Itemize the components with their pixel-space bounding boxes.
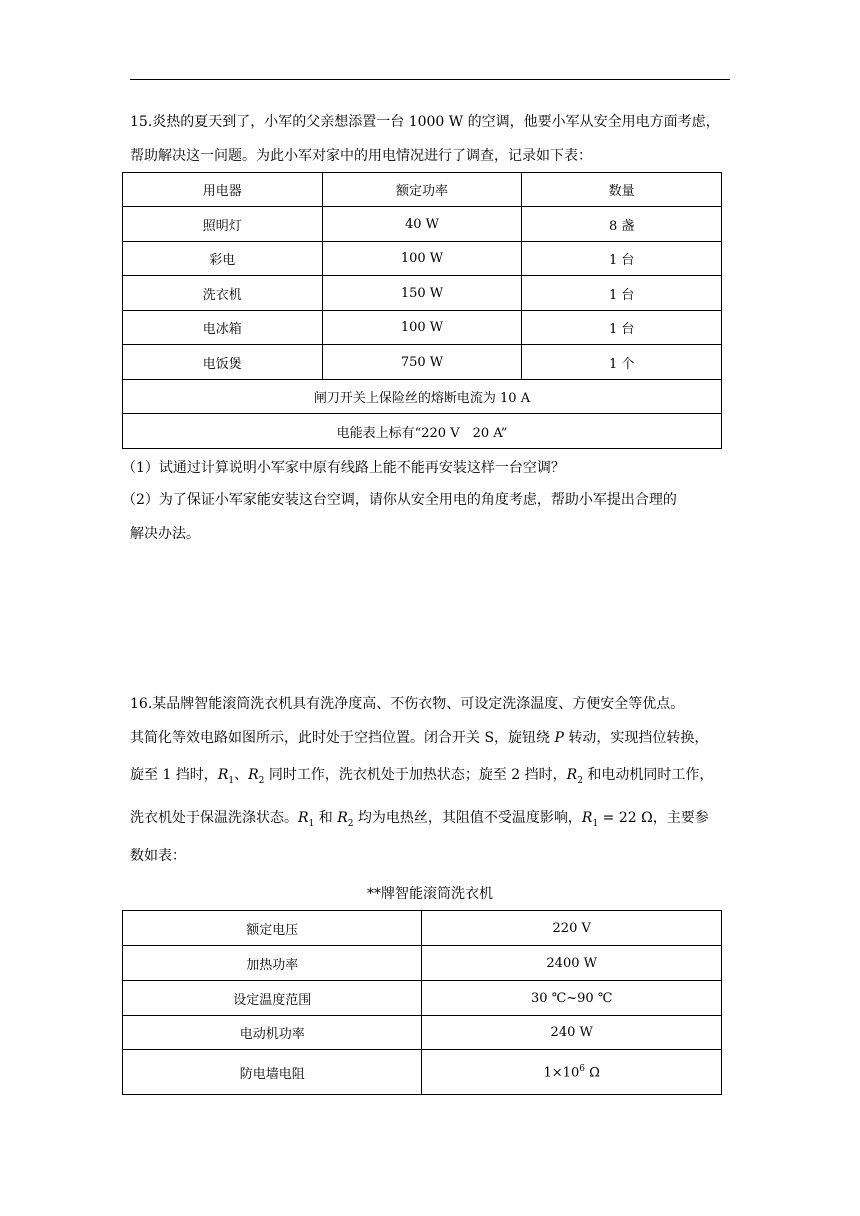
table-row (123, 276, 722, 311)
spec-label: 额定电压 (123, 911, 422, 946)
table-row (123, 911, 722, 946)
cell-appliance: 照明灯 (123, 207, 323, 242)
resistor-r2: $R_2$ (337, 810, 354, 829)
q15-intro-line2: 帮助解决这一问题。为此小军对家中的用电情况进行了调查，记录如下表： (130, 148, 592, 164)
cell-quantity: 8 盏 (522, 207, 722, 242)
header-rated-power: 额定功率 (322, 173, 522, 207)
table-footer-row (123, 414, 722, 449)
spec-value: $1\times 10^6$ Ω (422, 1050, 722, 1095)
cell-quantity: 1 台 (522, 311, 722, 345)
q15-intro-line1: 15.炎热的夏天到了，小军的父亲想添置一台 1000 W 的空调，他要小军从安全用电方面考虑， (130, 114, 720, 130)
cell-power: 100 W (322, 242, 522, 276)
resistor-r2: $R_2$ (566, 767, 583, 786)
cell-power: 100 W (322, 311, 522, 345)
table-row (123, 242, 722, 276)
resistor-r2: $R_2$ (248, 767, 265, 786)
table-footer-row (123, 380, 722, 414)
q16-spec-table (122, 910, 722, 1095)
cell-quantity: 1 台 (522, 276, 722, 311)
table-header-row (123, 173, 722, 207)
header-appliance: 用电器 (123, 173, 323, 207)
spec-value: 220 V (422, 911, 722, 946)
table-row (123, 311, 722, 345)
cell-appliance: 洗衣机 (123, 276, 323, 311)
meter-note: 电能表上标有“220 V 20 A” (123, 414, 722, 449)
spec-value: 30 ℃~90 ℃ (422, 981, 722, 1016)
q15-subquestion-2-line1: （2）为了保证小军家能安装这台空调，请你从安全用电的角度考虑，帮助小军提出合理的 (122, 492, 677, 508)
table-row (123, 207, 722, 242)
header-rule (130, 79, 730, 80)
q16-line4: 洗衣机处于保温洗涤状态。$R_1$ 和 $R_2$ 均为电热丝，其阻值不受温度影响，$R_1 = 22$ Ω，主要参 (130, 810, 709, 829)
table-row (123, 1050, 722, 1095)
q16-table-title: **牌智能滚筒洗衣机 (367, 886, 493, 902)
q15-subquestion-1: （1）试通过计算说明小军家中原有线路上能不能再安装这样一台空调？ (122, 460, 565, 476)
cell-quantity: 1 台 (522, 242, 722, 276)
q15-appliance-table (122, 172, 722, 449)
table-row (123, 946, 722, 981)
spec-label: 电动机功率 (123, 1016, 422, 1050)
cell-power: 150 W (322, 276, 522, 311)
q15-subquestion-2-line2: 解决办法。 (130, 526, 200, 542)
q16-line5: 数如表： (130, 848, 186, 864)
table-row (123, 1016, 722, 1050)
cell-power: 40 W (322, 207, 522, 242)
spec-label: 加热功率 (123, 946, 422, 981)
table-row (123, 981, 722, 1016)
cell-quantity: 1 个 (522, 345, 722, 380)
q16-line3: 旋至 1 挡时，$R_1$、$R_2$ 同时工作，洗衣机处于加热状态；旋至 2 挡时，$R_2$ 和电动机同时工作， (130, 767, 714, 786)
table-row (123, 345, 722, 380)
cell-appliance: 电饭煲 (123, 345, 323, 380)
cell-appliance: 电冰箱 (123, 311, 323, 345)
spec-value: 2400 W (422, 946, 722, 981)
r1-value: = 22 Ω (598, 810, 653, 826)
knob-point-p: P (554, 730, 564, 746)
q16-line1: 16.某品牌智能滚筒洗衣机具有洗净度高、不伤衣物、可设定洗涤温度、方便安全等优点。 (130, 696, 685, 712)
resistor-r1: $R_1$ (298, 810, 315, 829)
spec-label: 设定温度范围 (123, 981, 422, 1016)
cell-power: 750 W (322, 345, 522, 380)
resistor-r1: $R_1$ (581, 810, 599, 829)
header-quantity: 数量 (522, 173, 722, 207)
spec-value: 240 W (422, 1016, 722, 1050)
q16-line2: 其简化等效电路如图所示，此时处于空挡位置。闭合开关 S，旋钮绕 P 转动，实现挡位转换， (130, 730, 709, 746)
spec-label: 防电墙电阻 (123, 1050, 422, 1095)
fuse-note: 闸刀开关上保险丝的熔断电流为 10 A (123, 380, 722, 414)
resistor-r1: $R_1$ (217, 767, 235, 786)
cell-appliance: 彩电 (123, 242, 323, 276)
